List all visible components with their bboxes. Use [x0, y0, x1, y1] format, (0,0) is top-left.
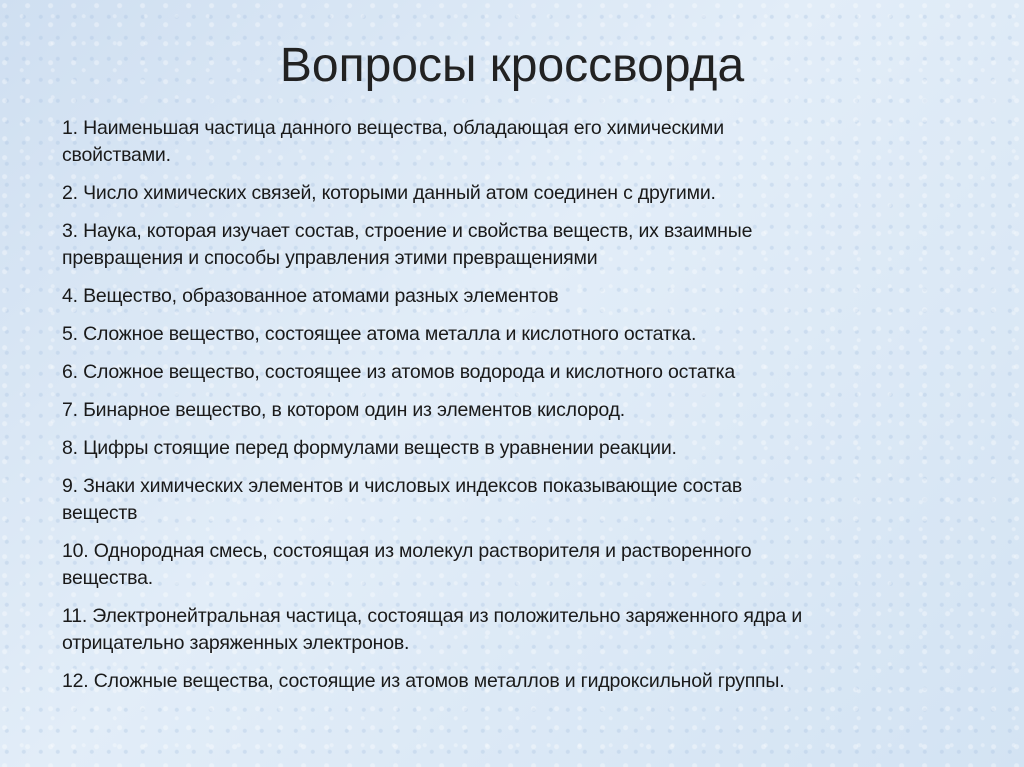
question-text-line: 8. Цифры стоящие перед формулами веществ в уравнении реакции.	[62, 437, 677, 459]
question-item	[62, 538, 992, 592]
question-text-line: 6. Сложное вещество, состоящее из атомов водорода и кислотного остатка	[62, 361, 736, 383]
question-text-line: 10. Однородная смесь, состоящая из молекул растворителя и растворенного	[62, 540, 752, 562]
question-item	[62, 359, 992, 386]
question-text-line: отрицательно заряженных электронов.	[62, 632, 410, 654]
question-item	[62, 473, 992, 527]
question-item	[62, 115, 992, 169]
question-text-line: 5. Сложное вещество, состоящее атома металла и кислотного остатка.	[62, 323, 697, 345]
question-text-line: 7. Бинарное вещество, в котором один из элементов кислород.	[62, 399, 625, 421]
question-text-line: веществ	[62, 502, 138, 524]
question-text-line: превращения и способы управления этими превращениями	[62, 247, 598, 269]
question-item	[62, 180, 992, 207]
question-item	[62, 435, 992, 462]
question-text-line: 9. Знаки химических элементов и числовых индексов показывающие состав	[62, 475, 743, 497]
question-text-line: 11. Электронейтральная частица, состоящая из положительно заряженного ядра и	[62, 605, 803, 627]
question-item	[62, 397, 992, 424]
question-text-line: вещества.	[62, 567, 153, 589]
slide-title: Вопросы кроссворда	[279, 39, 745, 92]
question-item	[62, 668, 992, 695]
question-item	[62, 218, 992, 272]
question-text-line: 2. Число химических связей, которыми данный атом соединен с другими.	[62, 182, 716, 204]
question-text-line: свойствами.	[62, 144, 171, 166]
question-text-line: 4. Вещество, образованное атомами разных элементов	[62, 285, 559, 307]
question-item	[62, 603, 992, 657]
question-text-line: 1. Наименьшая частица данного вещества, обладающая его химическими	[62, 117, 724, 139]
question-text-line: 12. Сложные вещества, состоящие из атомов металлов и гидроксильной группы.	[62, 670, 785, 692]
question-text-line: 3. Наука, которая изучает состав, строение и свойства веществ, их взаимные	[62, 220, 753, 242]
question-list	[62, 115, 992, 706]
question-item	[62, 283, 992, 310]
question-item	[62, 321, 992, 348]
